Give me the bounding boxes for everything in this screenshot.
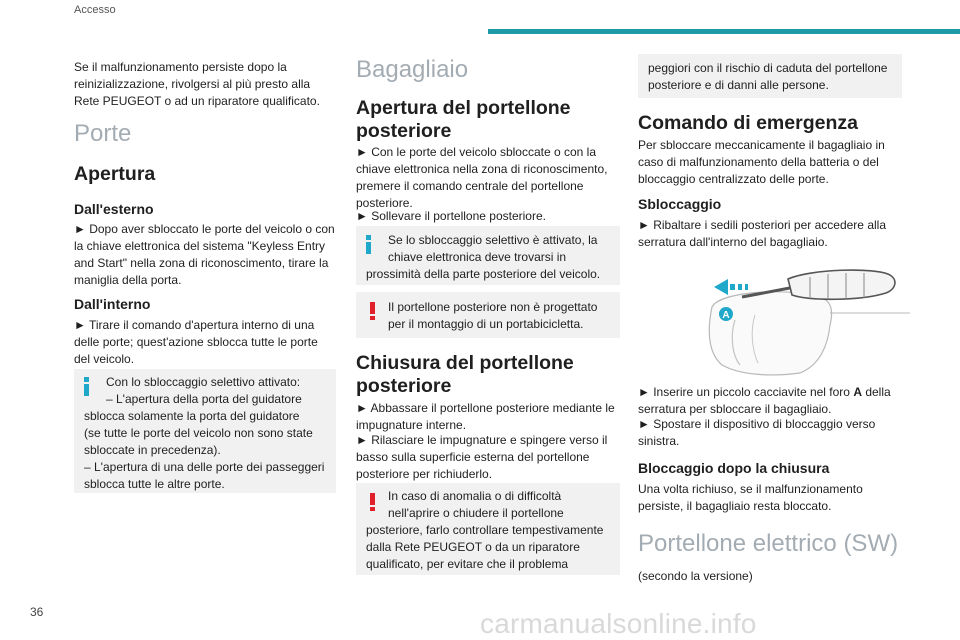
running-header: Accesso — [74, 4, 116, 16]
section-title-porte: Porte — [74, 120, 132, 147]
warning-line: dalla Rete PEUGEOT o da un riparatore — [366, 540, 580, 554]
warning-line: qualificato, per evitare che il problema — [366, 557, 569, 571]
heading-dall-esterno: Dall'esterno — [74, 201, 154, 217]
arrow-dash — [745, 284, 748, 290]
paragraph-dall-interno: ► Tirare il comando d'apertura interno di una delle porte; quest'azione sblocca tutte le porte del veicolo. — [74, 318, 318, 366]
direction-arrow-icon — [714, 279, 728, 295]
info-line: Con lo sbloccaggio selettivo attivato: — [106, 375, 301, 389]
info-icon — [84, 377, 89, 396]
heading-bloccaggio-chiusura: Bloccaggio dopo la chiusura — [638, 460, 830, 476]
info-box-key-position — [356, 226, 620, 285]
page-number: 36 — [30, 605, 44, 619]
paragraph-chiusura-1: ► Abbassare il portellone posteriore mediante le impugnature interne. — [356, 401, 615, 432]
paragraph-sbloccaggio: ► Ribaltare i sedili posteriori per accedere alla serratura dall'interno del bagagliaio. — [638, 218, 886, 249]
watermark: carmanualsonline.info — [480, 608, 757, 639]
heading-apertura-portellone: Apertura del portellone posteriore — [356, 97, 571, 142]
section-title-portellone-elettrico: Portellone elettrico (SW) — [638, 530, 899, 557]
heading-apertura: Apertura — [74, 163, 156, 185]
warning-box-continued — [638, 54, 902, 98]
info-line: Se lo sbloccaggio selettivo è attivato, la — [388, 233, 598, 247]
info-line: – L'apertura di una delle porte dei passeggeri — [84, 460, 325, 474]
paragraph-inserire-cacciavite: ► Inserire un piccolo cacciavite nel foro A della serratura per sbloccare il bagagliaio. — [638, 385, 891, 416]
trunk-lock-illustration — [700, 265, 910, 380]
info-line: – L'apertura della porta del guidatore — [106, 392, 302, 406]
warning-line: peggiori con il rischio di caduta del portellone — [648, 61, 888, 75]
arrow-dash — [738, 284, 742, 290]
warning-box-anomaly — [356, 483, 620, 575]
paragraph-apertura-portellone: ► Con le porte del veicolo sbloccate o con la chiave elettronica nella zona di riconoscimento, premere il comando centrale del portellone posteriore. — [356, 145, 608, 210]
paragraph-dall-esterno: ► Dopo aver sbloccato le porte del veicolo o con la chiave elettronica del sistema "Keyless Entry and Start" nella zona di riconoscimento, tirare la maniglia della porta. — [74, 222, 335, 287]
callout-a-label: A — [722, 310, 730, 321]
paragraph-chiusura-2: ► Rilasciare le impugnature e spingere verso il basso sulla superficie esterna del portellone posteriore per richiuderlo. — [356, 433, 608, 481]
warning-line: Il portellone posteriore non è progettato — [388, 300, 598, 314]
warning-line: posteriore, farlo controllare tempestivamente — [366, 523, 604, 537]
info-line: sblocca tutte le altre porte. — [84, 477, 225, 491]
info-line: (se tutte le porte del veicolo non sono state — [84, 426, 313, 440]
paragraph-spostare-dispositivo: ► Spostare il dispositivo di bloccaggio verso sinistra. — [638, 417, 876, 448]
section-title-bagagliaio: Bagagliaio — [356, 56, 469, 83]
info-box-selective-unlock — [74, 369, 336, 493]
paragraph-emergenza: Per sbloccare meccanicamente il bagagliaio in caso di malfunzionamento della batteria o del bloccaggio centralizzato delle porte. — [638, 138, 885, 186]
info-line: prossimità della parte posteriore del veicolo. — [366, 267, 601, 281]
intro-paragraph: Se il malfunzionamento persiste dopo la reinizializzazione, rivolgersi al più presto alla Rete PEUGEOT o ad un riparatore qualificato. — [74, 60, 320, 108]
warning-icon — [370, 493, 375, 511]
warning-line: nell'aprire o chiudere il portellone — [388, 506, 564, 520]
warning-line: per il montaggio di un portabicicletta. — [388, 317, 584, 331]
info-line: sblocca solamente la porta del guidatore — [84, 409, 300, 423]
warning-icon — [370, 302, 375, 320]
header-accent-bar — [488, 29, 960, 34]
info-line: chiave elettronica deve trovarsi in — [388, 250, 567, 264]
screwdriver-handle — [788, 270, 895, 299]
paragraph-secondo-versione: (secondo la versione) — [638, 569, 753, 583]
paragraph-sollevare: ► Sollevare il portellone posteriore. — [356, 209, 546, 223]
info-line: sbloccate in precedenza). — [84, 443, 221, 457]
arrow-dash — [730, 284, 735, 290]
lock-body-shape — [709, 292, 831, 375]
heading-sbloccaggio: Sbloccaggio — [638, 196, 722, 212]
heading-chiusura-portellone: Chiusura del portellone posteriore — [356, 352, 574, 397]
info-icon — [366, 235, 371, 254]
warning-box-bike-rack — [356, 292, 620, 338]
warning-line: posteriore e di danni alle persone. — [648, 78, 829, 92]
heading-comando-emergenza: Comando di emergenza — [638, 112, 858, 134]
warning-line: In caso di anomalia o di difficoltà — [388, 489, 562, 503]
paragraph-bloccaggio: Una volta richiuso, se il malfunzionamento persiste, il bagagliaio resta bloccato. — [638, 482, 863, 513]
heading-dall-interno: Dall'interno — [74, 296, 151, 312]
